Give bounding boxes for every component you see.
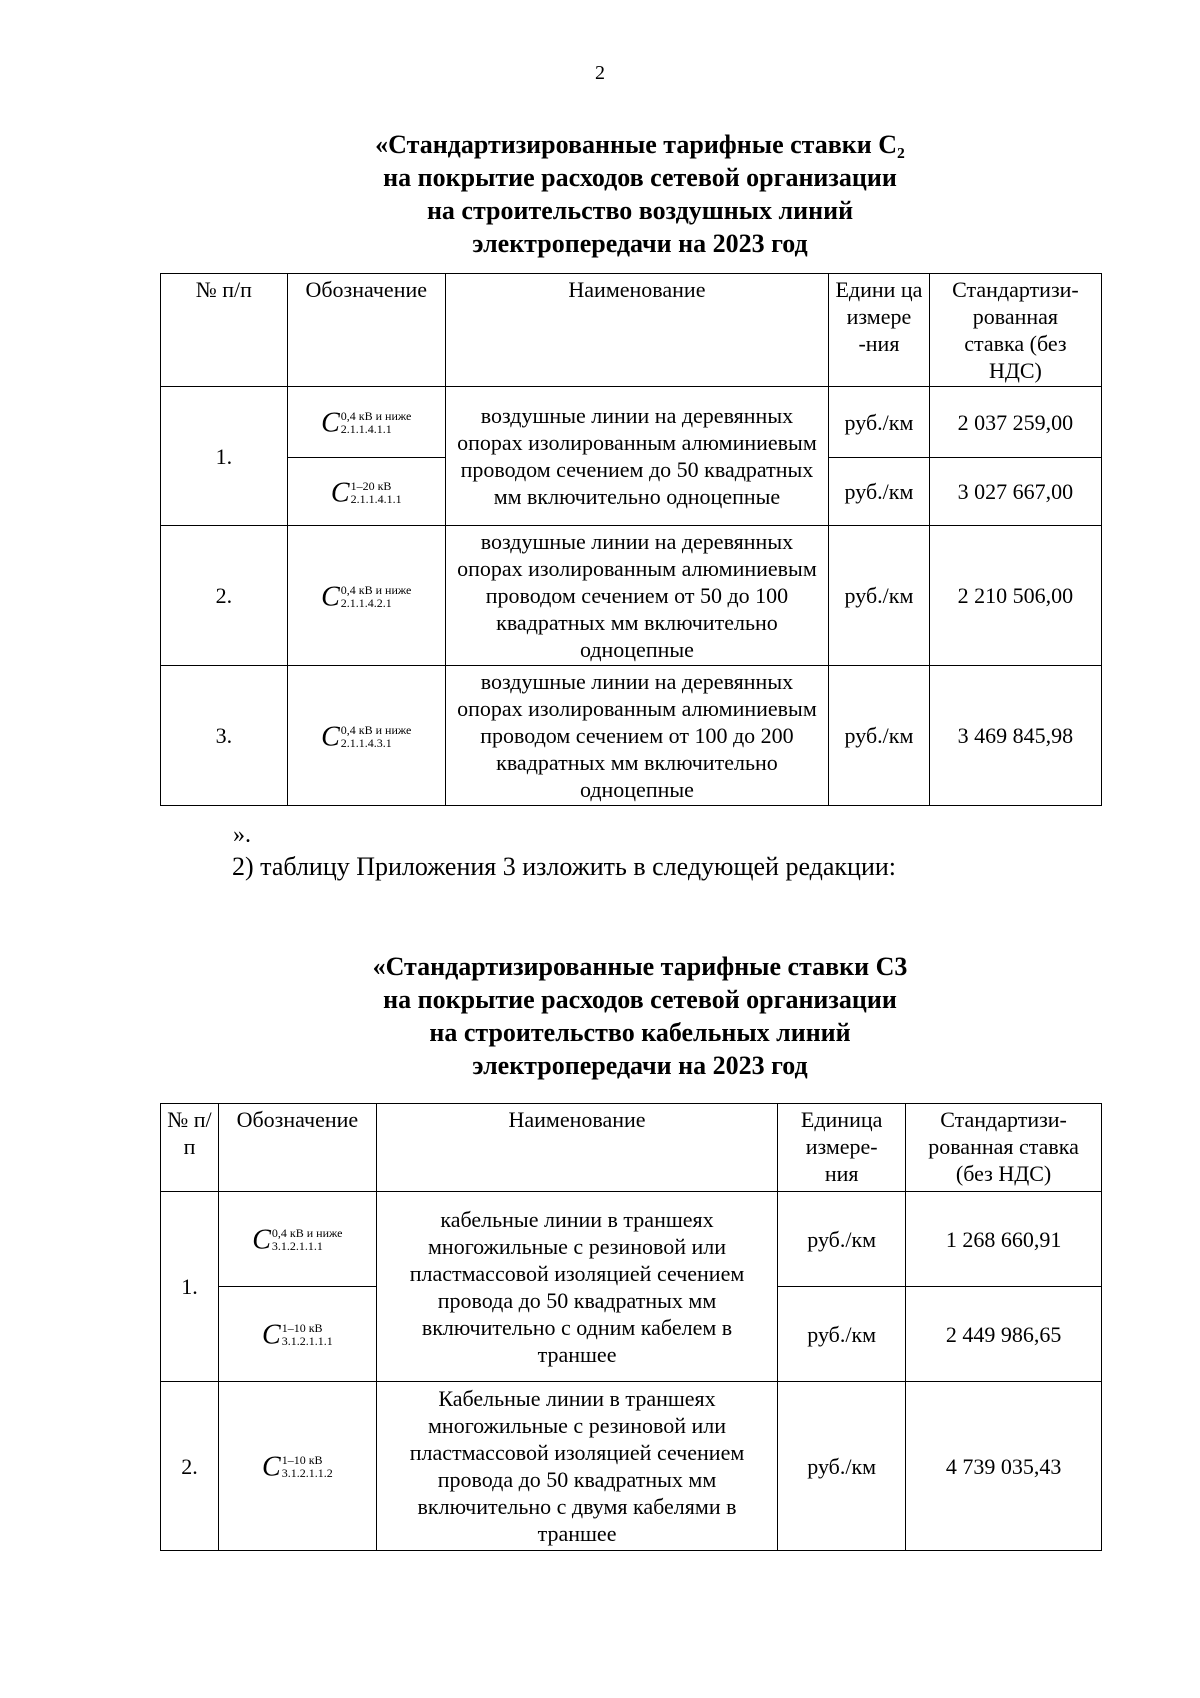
- unit-cell: руб./км: [829, 458, 930, 526]
- row-num: 3.: [161, 666, 288, 806]
- name-cell: воздушные линии на деревянных опорах изолированным алюминиевым проводом сечением от 50 до 100 квадратных мм включительно одноцепные: [445, 526, 828, 666]
- header-designation: Обозначение: [218, 1104, 376, 1192]
- title-line: на строительство кабельных линий: [429, 1018, 851, 1047]
- title-line: на покрытие расходов сетевой организации: [383, 985, 897, 1014]
- designation-symbol: C 0,4 кВ и ниже 2.1.1.4.3.1: [321, 721, 412, 753]
- rate-cell: 3 027 667,00: [929, 458, 1101, 526]
- table-header-row: [161, 274, 1102, 387]
- designation-cell: [218, 1192, 376, 1287]
- table-row: [161, 526, 1102, 666]
- designation-cell: [287, 666, 445, 806]
- designation-cell: [287, 526, 445, 666]
- section1-title: [0, 128, 1200, 260]
- page-number: 2: [595, 62, 605, 84]
- header-rate: Стандартизи- рованная ставка (без НДС): [929, 274, 1101, 387]
- rate-cell: 4 739 035,43: [906, 1382, 1102, 1551]
- rate-cell: 2 210 506,00: [929, 526, 1101, 666]
- designation-symbol: C 0,4 кВ и ниже 3.1.2.1.1.1: [252, 1224, 343, 1256]
- rate-cell: 3 469 845,98: [929, 666, 1101, 806]
- row-num: 1.: [161, 387, 288, 526]
- designation-sup: 0,4 кВ и ниже: [271, 1226, 343, 1241]
- header-num: № п/п: [161, 274, 288, 387]
- rate-cell: 2 449 986,65: [906, 1287, 1102, 1382]
- designation-sup: 1–10 кВ: [281, 1321, 323, 1336]
- designation-sub: 3.1.2.1.1.1: [281, 1334, 333, 1349]
- table-row: [161, 666, 1102, 806]
- rate-cell: 1 268 660,91: [906, 1192, 1102, 1287]
- title-line: «Стандартизированные тарифные ставки С₂: [375, 130, 905, 159]
- table-row: [161, 387, 1102, 458]
- title-line: электропередачи на 2023 год: [472, 229, 808, 258]
- title-line: на покрытие расходов сетевой организации: [383, 163, 897, 192]
- title-line: электропередачи на 2023 год: [472, 1051, 808, 1080]
- designation-sup: 0,4 кВ и ниже: [340, 409, 412, 424]
- header-name: Наименование: [445, 274, 828, 387]
- designation-symbol: C 1–20 кВ 2.1.1.4.1.1: [330, 477, 402, 509]
- designation-sub: 2.1.1.4.2.1: [340, 595, 392, 610]
- header-num: № п/п: [161, 1104, 219, 1192]
- designation-sup: 1–20 кВ: [350, 478, 392, 493]
- designation-sub: 2.1.1.4.3.1: [340, 735, 392, 750]
- designation-sub: 3.1.2.1.1.1: [271, 1239, 323, 1254]
- table-row: [161, 1382, 1102, 1551]
- name-cell: воздушные линии на деревянных опорах изолированным алюминиевым проводом сечением от 100 до 200 квадратных мм включительно одноцепные: [445, 666, 828, 806]
- designation-sup: 0,4 кВ и ниже: [340, 582, 412, 597]
- designation-cell: [287, 458, 445, 526]
- unit-cell: руб./км: [829, 387, 930, 458]
- row-num: 1.: [161, 1192, 219, 1382]
- header-name: Наименование: [376, 1104, 777, 1192]
- header-unit: Единица измере- ния: [778, 1104, 906, 1192]
- rate-cell: 2 037 259,00: [929, 387, 1101, 458]
- amendment-paragraph: 2) таблицу Приложения 3 изложить в следующей редакции:: [232, 852, 897, 881]
- name-cell: кабельные линии в траншеях многожильные с резиновой или пластмассовой изоляцией сечением провода до 50 квадратных мм включительно с одним кабелем в траншее: [376, 1192, 777, 1382]
- row-num: 2.: [161, 1382, 219, 1551]
- unit-cell: руб./км: [829, 666, 930, 806]
- designation-cell: [287, 387, 445, 458]
- designation-sup: 1–10 кВ: [281, 1453, 323, 1468]
- name-cell: Кабельные линии в траншеях многожильные с резиновой или пластмассовой изоляцией сечением провода до 50 квадратных мм включительно с двумя кабелями в траншее: [376, 1382, 777, 1551]
- designation-cell: [218, 1287, 376, 1382]
- unit-cell: руб./км: [778, 1192, 906, 1287]
- header-unit: Едини ца измере -ния: [829, 274, 930, 387]
- designation-sub: 2.1.1.4.1.1: [340, 422, 392, 437]
- header-designation: Обозначение: [287, 274, 445, 387]
- unit-cell: руб./км: [829, 526, 930, 666]
- unit-cell: руб./км: [778, 1287, 906, 1382]
- table-row: [161, 1192, 1102, 1287]
- designation-sub: 3.1.2.1.1.2: [281, 1466, 333, 1481]
- designation-symbol: C 1–10 кВ 3.1.2.1.1.2: [262, 1451, 333, 1483]
- overhead-lines-table: [160, 273, 1102, 806]
- designation-sup: 0,4 кВ и ниже: [340, 722, 412, 737]
- cable-lines-table: [160, 1103, 1102, 1551]
- title-line: на строительство воздушных линий: [426, 196, 854, 225]
- section2-title: [0, 950, 1200, 1082]
- row-num: 2.: [161, 526, 288, 666]
- designation-symbol: C 1–10 кВ 3.1.2.1.1.1: [262, 1319, 333, 1351]
- unit-cell: руб./км: [778, 1382, 906, 1551]
- table-header-row: [161, 1104, 1102, 1192]
- designation-cell: [218, 1382, 376, 1551]
- closing-quote: ».: [233, 822, 251, 848]
- designation-symbol: C 0,4 кВ и ниже 2.1.1.4.1.1: [321, 407, 412, 439]
- name-cell: воздушные линии на деревянных опорах изолированным алюминиевым проводом сечением до 50 квадратных мм включительно одноцепные: [445, 387, 828, 526]
- title-line: «Стандартизированные тарифные ставки С3: [372, 952, 908, 981]
- designation-sub: 2.1.1.4.1.1: [350, 491, 402, 506]
- designation-symbol: C 0,4 кВ и ниже 2.1.1.4.2.1: [321, 581, 412, 613]
- header-rate: Стандартизи- рованная ставка (без НДС): [906, 1104, 1102, 1192]
